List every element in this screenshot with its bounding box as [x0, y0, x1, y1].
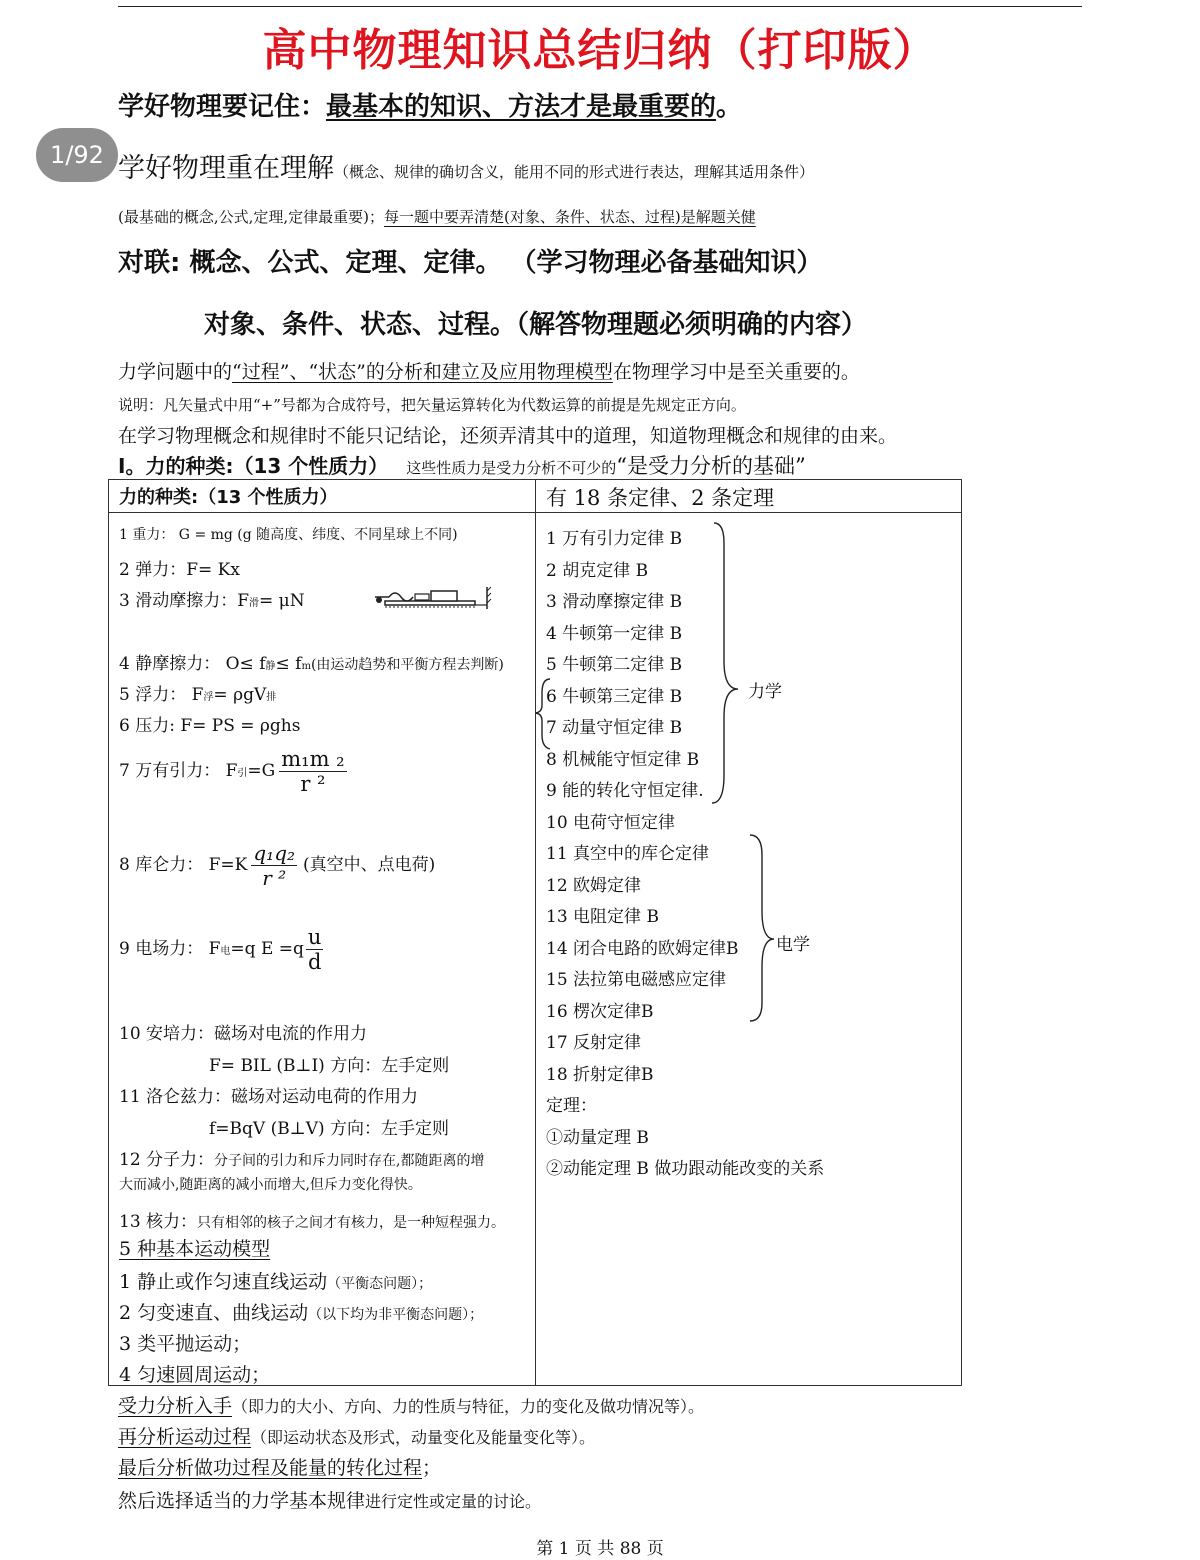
law-item: 18 折射定律B — [546, 1064, 654, 1085]
couplet-line-2: 对象、条件、状态、过程。（解答物理题必须明确的内容） — [204, 310, 868, 340]
motion-model-1-note: （平衡态问题）； — [327, 1276, 433, 1292]
bottom-line-3 — [118, 1453, 441, 1480]
force-ug-b: =G — [247, 761, 276, 781]
force-ef-numerator: u — [307, 925, 322, 949]
forces-laws-table — [108, 479, 962, 1386]
force-lorentz-formula: f=BqV (B⊥V) 方向：左手定则 — [209, 1119, 450, 1139]
force-ef-fraction — [306, 925, 324, 974]
intro-line-3 — [118, 206, 756, 227]
section-heading — [118, 450, 806, 480]
force-sliding-friction-sub: 滑 — [249, 598, 260, 609]
bottom-line-2-text: （即运动状态及形式，动量变化及能量变化等）。 — [251, 1428, 596, 1447]
force-static-friction-note: (由运动趋势和平衡方程去判断) — [310, 657, 504, 673]
bottom-line-2 — [118, 1422, 595, 1449]
law-item: 5 牛顿第二定律 B — [546, 655, 683, 675]
law-item: 8 机械能守恒定律 B — [546, 749, 700, 770]
table-header-laws — [536, 480, 962, 513]
intro-line-3-prefix: (最基础的概念,公式,定理,定律最重要)； — [118, 208, 385, 226]
bottom-line-1 — [118, 1391, 704, 1418]
intro-line-1 — [118, 86, 742, 123]
label-mechanics: 力学 — [748, 682, 782, 702]
law-item: 13 电阻定律 B — [546, 907, 659, 927]
force-ef-denominator: d — [307, 950, 322, 974]
document-title: 高中物理知识总结归纳（打印版） — [262, 25, 938, 76]
force-coulomb-numerator: q₁q₂ — [253, 841, 296, 865]
force-molecular — [119, 1145, 485, 1170]
law-item: 定理： — [546, 1096, 597, 1116]
section-heading-quote: “是受力分析的基础” — [616, 454, 806, 478]
force-electric-field — [119, 925, 323, 974]
force-ef-sub: 电 — [220, 946, 231, 957]
note-line: 说明：凡矢量式中用“+”号都为合成符号，把矢量运算转化为代数运算的前提是先规定正方向。 — [118, 396, 746, 414]
law-item: ①动量定理 B — [546, 1127, 649, 1148]
law-item: 17 反射定律 — [546, 1033, 642, 1053]
force-sliding-friction-b: = μN — [259, 591, 305, 611]
force-ug-denominator: r ² — [300, 772, 326, 796]
force-static-friction — [119, 649, 504, 674]
law-item: 12 欧姆定律 — [546, 875, 642, 896]
page-counter-badge: 1/92 — [36, 128, 118, 182]
force-buoyancy-sub2: 排 — [266, 692, 277, 703]
section-heading-note: 这些性质力是受力分析不可少的 — [406, 459, 617, 477]
force-ug-fraction — [279, 747, 346, 796]
intro-line-2-big: 学好物理重在理解 — [118, 153, 334, 184]
intro-line-4-emphasis: “过程”、“状态”的分析和建立及应用物理模型 — [232, 361, 613, 383]
force-buoyancy-sub: 浮 — [203, 692, 214, 703]
motion-model-4: 4 匀速圆周运动； — [119, 1364, 271, 1386]
intro-line-4-prefix: 力学问题中的 — [118, 361, 233, 383]
force-sliding-friction — [119, 586, 305, 611]
laws-cell — [536, 513, 962, 1386]
law-item: 6 牛顿第三定律 B — [546, 686, 683, 707]
law-item: 4 牛顿第一定律 B — [546, 623, 683, 644]
intro-line-4-suffix: 在物理学习中是至关重要的。 — [612, 361, 860, 383]
force-sliding-friction-a: 3 滑动摩擦力：F — [119, 591, 250, 611]
force-coulomb-fraction — [251, 841, 297, 890]
force-buoyancy-a: 5 浮力： F — [119, 685, 204, 705]
law-item: 14 闭合电路的欧姆定律B — [546, 938, 739, 959]
intro-line-4 — [118, 357, 860, 384]
law-item: 15 法拉第电磁感应定律 — [546, 970, 727, 990]
section-heading-title: Ⅰ。力的种类:（13 个性质力） — [118, 454, 389, 478]
law-item: 1 万有引力定律 B — [546, 529, 683, 549]
force-ug-numerator: m₁m ₂ — [281, 747, 345, 771]
force-static-friction-sub2: m — [301, 661, 311, 672]
intro-line-1-prefix: 学好物理要记住： — [118, 92, 327, 122]
force-pressure: 6 压力: F= PS = ρghs — [119, 716, 301, 736]
bottom-line-1-emphasis: 受力分析入手 — [118, 1395, 233, 1417]
force-static-friction-sub: 静 — [265, 661, 276, 672]
law-item: 9 能的转化守恒定律. — [546, 781, 704, 801]
bottom-line-4 — [118, 1486, 541, 1513]
intro-line-2 — [118, 146, 814, 185]
table-header-forces-text: 力的种类:（13 个性质力） — [119, 487, 338, 508]
force-molecular-a: 12 分子力： — [119, 1150, 215, 1170]
force-nuclear-b: 只有相邻的核子之间才有核力，是一种短程强力。 — [197, 1215, 506, 1231]
label-electricity: 电学 — [776, 935, 810, 955]
force-ef-a: 9 电场力： F — [119, 939, 221, 959]
force-universal-gravitation — [119, 747, 347, 796]
law-item: ②动能定理 B 做功跟动能改变的关系 — [546, 1159, 825, 1179]
friction-apparatus-illustration — [371, 583, 493, 613]
table-header-forces — [109, 480, 536, 513]
motion-model-1-text: 1 静止或作匀速直线运动 — [119, 1271, 328, 1293]
motion-model-2 — [119, 1298, 483, 1325]
force-coulomb-note: (真空中、点电荷) — [303, 855, 436, 875]
page-footer: 第 1 页 共 88 页 — [536, 1539, 664, 1559]
force-ef-b: =q E =q — [230, 939, 304, 959]
motion-model-2-note: （以下均为非平衡态问题）； — [308, 1307, 484, 1323]
force-static-friction-b: ≤ f — [275, 654, 302, 674]
force-buoyancy — [119, 680, 276, 705]
law-item: 3 滑动摩擦定律 B — [546, 592, 683, 612]
intro-line-1-emphasis: 最基本的知识、方法才是最重要的 — [326, 92, 717, 122]
bottom-line-2-emphasis: 再分析运动过程 — [118, 1426, 252, 1448]
couplet-line-1: 对联: 概念、公式、定理、定律。 （学习物理必备基础知识） — [118, 248, 823, 278]
bottom-line-1-text: （即力的大小、方向、力的性质与特征，力的变化及做功情况等）。 — [232, 1397, 705, 1416]
law-item: 10 电荷守恒定律 — [546, 812, 676, 833]
force-ampere-formula: F= BIL (B⊥I) 方向：左手定则 — [209, 1056, 450, 1076]
law-item: 2 胡克定律 B — [546, 560, 649, 581]
force-ug-a: 7 万有引力： F — [119, 761, 238, 781]
intro-line-3-emphasis: 每一题中要弄清楚(对象、条件、状态、过程)是解题关健 — [384, 208, 756, 226]
intro-line-2-small: （概念、规律的确切含义，能用不同的形式进行表达，理解其适用条件） — [334, 163, 815, 181]
motion-model-3: 3 类平抛运动； — [119, 1333, 252, 1355]
bottom-line-3-emphasis: 最后分析做功过程及能量的转化过程 — [118, 1457, 423, 1479]
forces-cell — [109, 513, 536, 1386]
intro-line-5: 在学习物理概念和规律时不能只记结论，还须弄清其中的道理，知道物理概念和规律的由来。 — [118, 425, 898, 447]
intro-line-1-suffix: 。 — [716, 92, 743, 122]
forces-list — [109, 513, 535, 1385]
bottom-line-4-a: 然后选择适当的力学基本规律 — [118, 1490, 366, 1512]
force-static-friction-a: 4 静摩擦力： O≤ f — [119, 654, 266, 674]
header-rule — [118, 6, 1082, 7]
force-ug-sub: 引 — [237, 768, 248, 779]
law-item: 7 动量守恒定律 B — [546, 718, 683, 738]
force-coulomb-denominator: r ² — [262, 866, 287, 890]
laws-list — [536, 513, 961, 1385]
law-item: 16 楞次定律B — [546, 1001, 654, 1022]
force-coulomb-a: 8 库仑力： F=K — [119, 855, 248, 875]
force-molecular-b: 分子间的引力和斥力同时存在,都随距离的增 — [214, 1153, 485, 1169]
force-ampere: 10 安培力：磁场对电流的作用力 — [119, 1024, 368, 1044]
force-coulomb — [119, 841, 435, 890]
bottom-line-4-b: 进行定性或定量的讨论。 — [365, 1492, 542, 1511]
force-lorentz: 11 洛仑兹力：磁场对运动电荷的作用力 — [119, 1087, 419, 1107]
law-item: 11 真空中的库仑定律 — [546, 844, 710, 864]
motion-models-heading: 5 种基本运动模型 — [119, 1238, 271, 1260]
force-buoyancy-b: = ρgV — [213, 685, 267, 705]
force-nuclear-a: 13 核力： — [119, 1212, 198, 1232]
motion-model-1 — [119, 1267, 432, 1294]
force-gravity: 1 重力： G = mg (g 随高度、纬度、不同星球上不同) — [119, 527, 458, 543]
motion-model-2-text: 2 匀变速直、曲线运动 — [119, 1302, 309, 1324]
force-molecular-cont: 大而减小,随距离的减小而增大,但斥力变化得快。 — [119, 1177, 422, 1193]
bottom-line-3-text: ； — [422, 1457, 442, 1479]
force-nuclear — [119, 1207, 505, 1232]
table-header-laws-text: 有 18 条定律、2 条定理 — [546, 486, 775, 510]
force-elastic: 2 弹力：F= Kx — [119, 560, 240, 580]
